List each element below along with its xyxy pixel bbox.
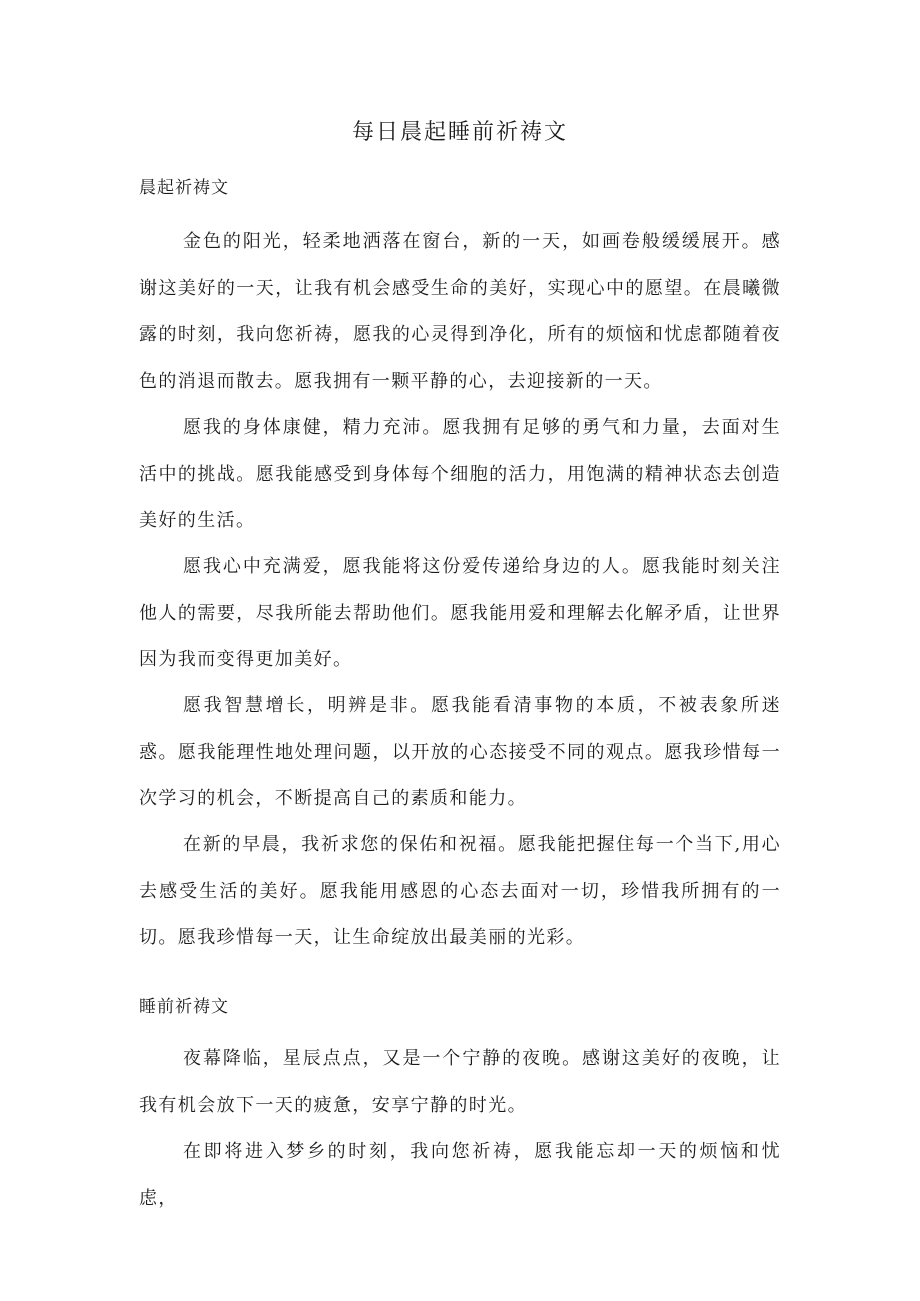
- section-heading-morning: 晨起祈祷文: [139, 178, 229, 198]
- paragraph: 夜幕降临，星辰点点，又是一个宁静的夜晚。感谢这美好的夜晚，让我有机会放下一天的疲惫，安享宁静的时光。: [139, 1048, 781, 1116]
- section-heading-evening: 睡前祈祷文: [139, 997, 229, 1017]
- paragraph: 在即将进入梦乡的时刻，我向您祈祷，愿我能忘却一天的烦恼和忧虑，: [139, 1141, 781, 1209]
- paragraph: 在新的早晨，我祈求您的保佑和祝福。愿我能把握住每一个当下,用心去感受生活的美好。愿我能用感恩的心态去面对一切，珍惜我所拥有的一切。愿我珍惜每一天，让生命绽放出最美丽的光彩。: [139, 834, 781, 948]
- paragraph: 金色的阳光，轻柔地洒落在窗台，新的一天，如画卷般缓缓展开。感谢这美好的一天，让我有机会感受生命的美好，实现心中的愿望。在晨曦微露的时刻，我向您祈祷，愿我的心灵得到净化，所有的烦恼和忧虑都随着夜色的消退而散去。愿我拥有一颗平静的心，去迎接新的一天。: [139, 231, 781, 392]
- document-title: 每日晨起睡前祈祷文: [351, 120, 568, 145]
- paragraph: 愿我的身体康健，精力充沛。愿我拥有足够的勇气和力量，去面对生活中的挑战。愿我能感受到身体每个细胞的活力，用饱满的精神状态去创造美好的生活。: [139, 417, 781, 531]
- paragraph: 愿我智慧增长，明辨是非。愿我能看清事物的本质，不被表象所迷惑。愿我能理性地处理问题，以开放的心态接受不同的观点。愿我珍惜每一次学习的机会，不断提高自己的素质和能力。: [139, 695, 781, 809]
- paragraph: 愿我心中充满爱，愿我能将这份爱传递给身边的人。愿我能时刻关注他人的需要，尽我所能去帮助他们。愿我能用爱和理解去化解矛盾，让世界因为我而变得更加美好。: [139, 556, 781, 670]
